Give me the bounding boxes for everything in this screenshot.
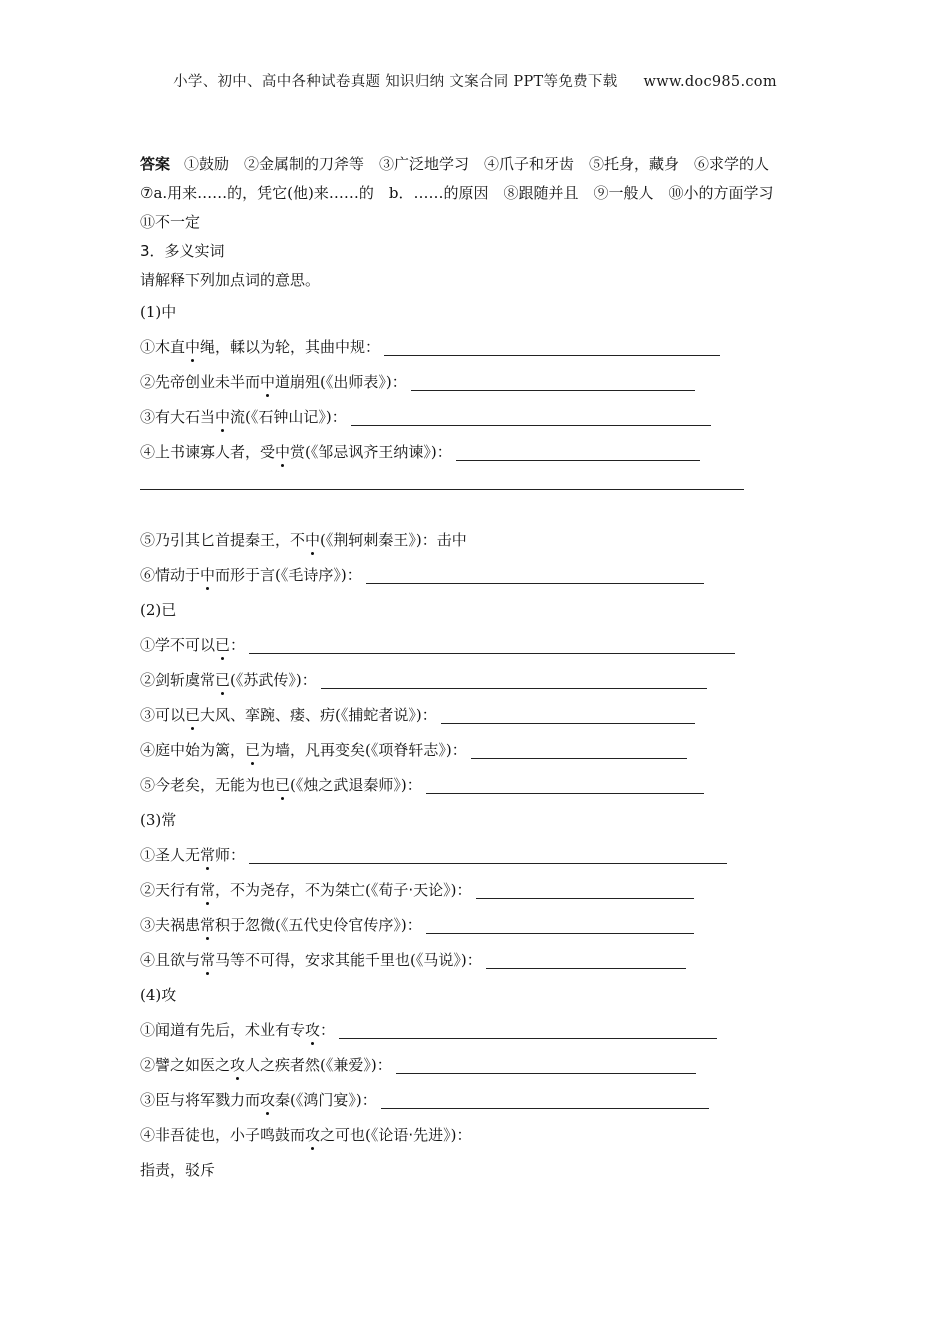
dotted-word: 中: [185, 338, 201, 356]
document-body: [140, 150, 820, 1188]
question-item: [140, 768, 820, 803]
header-text: 小学、初中、高中各种试卷真题 知识归纳 文案合同 PPT等免费下载: [173, 74, 618, 90]
dotted-word: 常: [200, 846, 216, 864]
answer-blank[interactable]: [321, 670, 707, 689]
answer-blank[interactable]: [249, 845, 727, 864]
question-text: 而形于言(: [215, 566, 281, 584]
dotted-word: 中: [200, 566, 216, 584]
header-site: www.doc985.com: [643, 74, 777, 90]
question-text: )：: [340, 566, 362, 584]
answer-blank[interactable]: [486, 950, 686, 969]
group-heading: (3)常: [140, 811, 177, 829]
question-text: ①木直: [140, 338, 186, 356]
question-text: )：: [460, 951, 482, 969]
question-item: [140, 435, 820, 470]
dotted-word: 已: [275, 776, 291, 794]
question-text: 马等不可得，安求其能千里也(: [215, 951, 416, 969]
dotted-word: 已: [245, 741, 261, 759]
answer-blank-continuation[interactable]: [140, 488, 820, 523]
question-text: )：: [430, 443, 452, 461]
question-text: ②先帝创业未半而: [140, 373, 261, 391]
question-item: [140, 908, 820, 943]
question-text: ⑥情动于: [140, 566, 201, 584]
question-item: [140, 523, 820, 558]
question-item: [140, 698, 820, 733]
question-text: 为墙，凡再变矣(: [260, 741, 371, 759]
group-heading: (1)中: [140, 303, 177, 321]
dotted-word: 已: [215, 636, 231, 654]
question-text: 赏(: [290, 443, 311, 461]
question-item: [140, 400, 820, 435]
question-text: (: [230, 671, 236, 689]
question-text: 大风、挛踠、瘘、疠(: [200, 706, 341, 724]
question-groups: [140, 295, 820, 1188]
question-text: 人之疾者然(: [245, 1056, 326, 1074]
question-text: )：: [445, 741, 467, 759]
group-heading: (2)已: [140, 601, 177, 619]
question-text: )：: [415, 531, 437, 549]
dotted-word: 中: [275, 443, 291, 461]
question-text: ②譬之如医之: [140, 1056, 231, 1074]
question-text: )：: [355, 1091, 377, 1109]
answer-blank[interactable]: [426, 915, 694, 934]
question-text: )：: [400, 916, 422, 934]
question-text: ③有大石当: [140, 408, 216, 426]
dotted-word: 中: [260, 373, 276, 391]
source-title: 《捕蛇者说》: [340, 706, 416, 724]
question-text: ③可以: [140, 706, 186, 724]
dotted-word: 常: [200, 951, 216, 969]
question-item: [140, 1118, 820, 1153]
question-text: 绳，輮以为轮，其曲中规：: [200, 338, 381, 356]
answer-blank[interactable]: [471, 740, 687, 759]
answer-blank[interactable]: [441, 705, 695, 724]
answer-text: 击中: [436, 531, 467, 549]
source-title: 《项脊轩志》: [370, 741, 446, 759]
dotted-word: 常: [200, 916, 216, 934]
question-text: ②剑斩虞常: [140, 671, 216, 689]
answers-line-1: 答案 ①鼓励 ②金属制的刀斧等 ③广泛地学习 ④爪子和牙齿 ⑤托身，藏身 ⑥求学的人: [140, 155, 770, 173]
question-item: [140, 1048, 820, 1083]
question-item: [140, 943, 820, 978]
source-title: 《苏武传》: [235, 671, 296, 689]
question-text: ④上书谏寡人者，受: [140, 443, 276, 461]
question-item: [140, 558, 820, 593]
answer-blank[interactable]: [396, 1055, 696, 1074]
question-text: ①闻道有先后，术业有专: [140, 1021, 306, 1039]
question-text: )：: [385, 373, 407, 391]
group-heading: (4)攻: [140, 986, 177, 1004]
answers-block: [140, 150, 820, 237]
answer-blank[interactable]: [381, 1090, 709, 1109]
answer-blank[interactable]: [426, 775, 704, 794]
question-text: ⑤今老矣，无能为也: [140, 776, 276, 794]
dotted-word: 中: [215, 408, 231, 426]
question-text: 秦(: [275, 1091, 296, 1109]
question-item: [140, 365, 820, 400]
source-title: 《兼爱》: [325, 1056, 371, 1074]
question-text: ④非吾徒也，小子鸣鼓而: [140, 1126, 306, 1144]
question-text: ②天行有: [140, 881, 201, 899]
question-text: 流(: [230, 408, 251, 426]
question-text: )：: [295, 671, 317, 689]
question-text: )：: [370, 1056, 392, 1074]
answer-blank[interactable]: [456, 442, 700, 461]
question-text: (: [320, 531, 326, 549]
source-title: 《石钟山记》: [250, 408, 326, 426]
dotted-word: 攻: [260, 1091, 276, 1109]
question-text: 积于忽微(: [215, 916, 281, 934]
answers-line-2: ⑦a.用来……的，凭它(他)来……的 b．……的原因 ⑧跟随并且 ⑨一般人 ⑩小的方面学习: [140, 184, 774, 202]
question-item: [140, 873, 820, 908]
answer-blank[interactable]: [351, 407, 711, 426]
section-instruction: 请解释下列加点词的意思。: [140, 271, 321, 289]
question-text: )：: [325, 408, 347, 426]
source-title: 《荆轲刺秦王》: [325, 531, 416, 549]
answer-blank[interactable]: [366, 565, 704, 584]
question-text: ，不为尧存，不为桀亡(: [215, 881, 371, 899]
question-text: 之可也(: [320, 1126, 371, 1144]
source-title: 《毛诗序》: [280, 566, 341, 584]
source-title: 《马说》: [415, 951, 461, 969]
answer-blank[interactable]: [411, 372, 695, 391]
dotted-word: 已: [215, 671, 231, 689]
question-text: ④且欲与: [140, 951, 201, 969]
source-title: 《出师表》: [325, 373, 386, 391]
question-item: [140, 1013, 820, 1048]
dotted-word: 中: [305, 531, 321, 549]
question-text: ③臣与将军戮力而: [140, 1091, 261, 1109]
dotted-word: 常: [200, 881, 216, 899]
answer-line[interactable]: [140, 488, 744, 490]
question-text: ①圣人无: [140, 846, 201, 864]
source-title: 《鸿门宴》: [295, 1091, 356, 1109]
dotted-word: 攻: [305, 1021, 321, 1039]
question-item: [140, 1083, 820, 1118]
question-item: [140, 330, 820, 365]
question-text: ③夫祸患: [140, 916, 201, 934]
question-text: ：: [230, 636, 246, 654]
question-text: )：: [450, 881, 472, 899]
source-title: 《五代史伶官传序》: [280, 916, 401, 934]
answers-line-3: ⑪不一定: [140, 213, 201, 231]
dotted-word: 攻: [305, 1126, 321, 1144]
answer-blank[interactable]: [249, 635, 735, 654]
source-title: 《邹忌讽齐王纳谏》: [310, 443, 431, 461]
question-text: )：: [415, 706, 437, 724]
answer-blank[interactable]: [384, 337, 720, 356]
answers-label: 答案: [140, 155, 171, 173]
source-title: 《烛之武退秦师》: [295, 776, 401, 794]
section-title: 3．多义实词: [140, 242, 225, 260]
answer-blank[interactable]: [476, 880, 694, 899]
question-text: (: [290, 776, 296, 794]
question-item: [140, 663, 820, 698]
dotted-word: 已: [185, 706, 201, 724]
question-text: )：: [400, 776, 422, 794]
question-item: [140, 733, 820, 768]
source-title: 《荀子·天论》: [370, 881, 451, 899]
answer-text: 指责，驳斥: [140, 1161, 216, 1179]
question-text: ①学不可以: [140, 636, 216, 654]
page-header: [0, 70, 950, 91]
question-text: )：: [450, 1126, 472, 1144]
question-text: 师：: [215, 846, 246, 864]
dotted-word: 攻: [230, 1056, 246, 1074]
question-text: ④庭中始为篱，: [140, 741, 246, 759]
question-item: [140, 628, 820, 663]
question-text: ⑤乃引其匕首提秦王，不: [140, 531, 306, 549]
question-text: ：: [320, 1021, 336, 1039]
question-item: [140, 838, 820, 873]
question-text: 道崩殂(: [275, 373, 326, 391]
answer-blank[interactable]: [339, 1020, 717, 1039]
source-title: 《论语·先进》: [370, 1126, 451, 1144]
